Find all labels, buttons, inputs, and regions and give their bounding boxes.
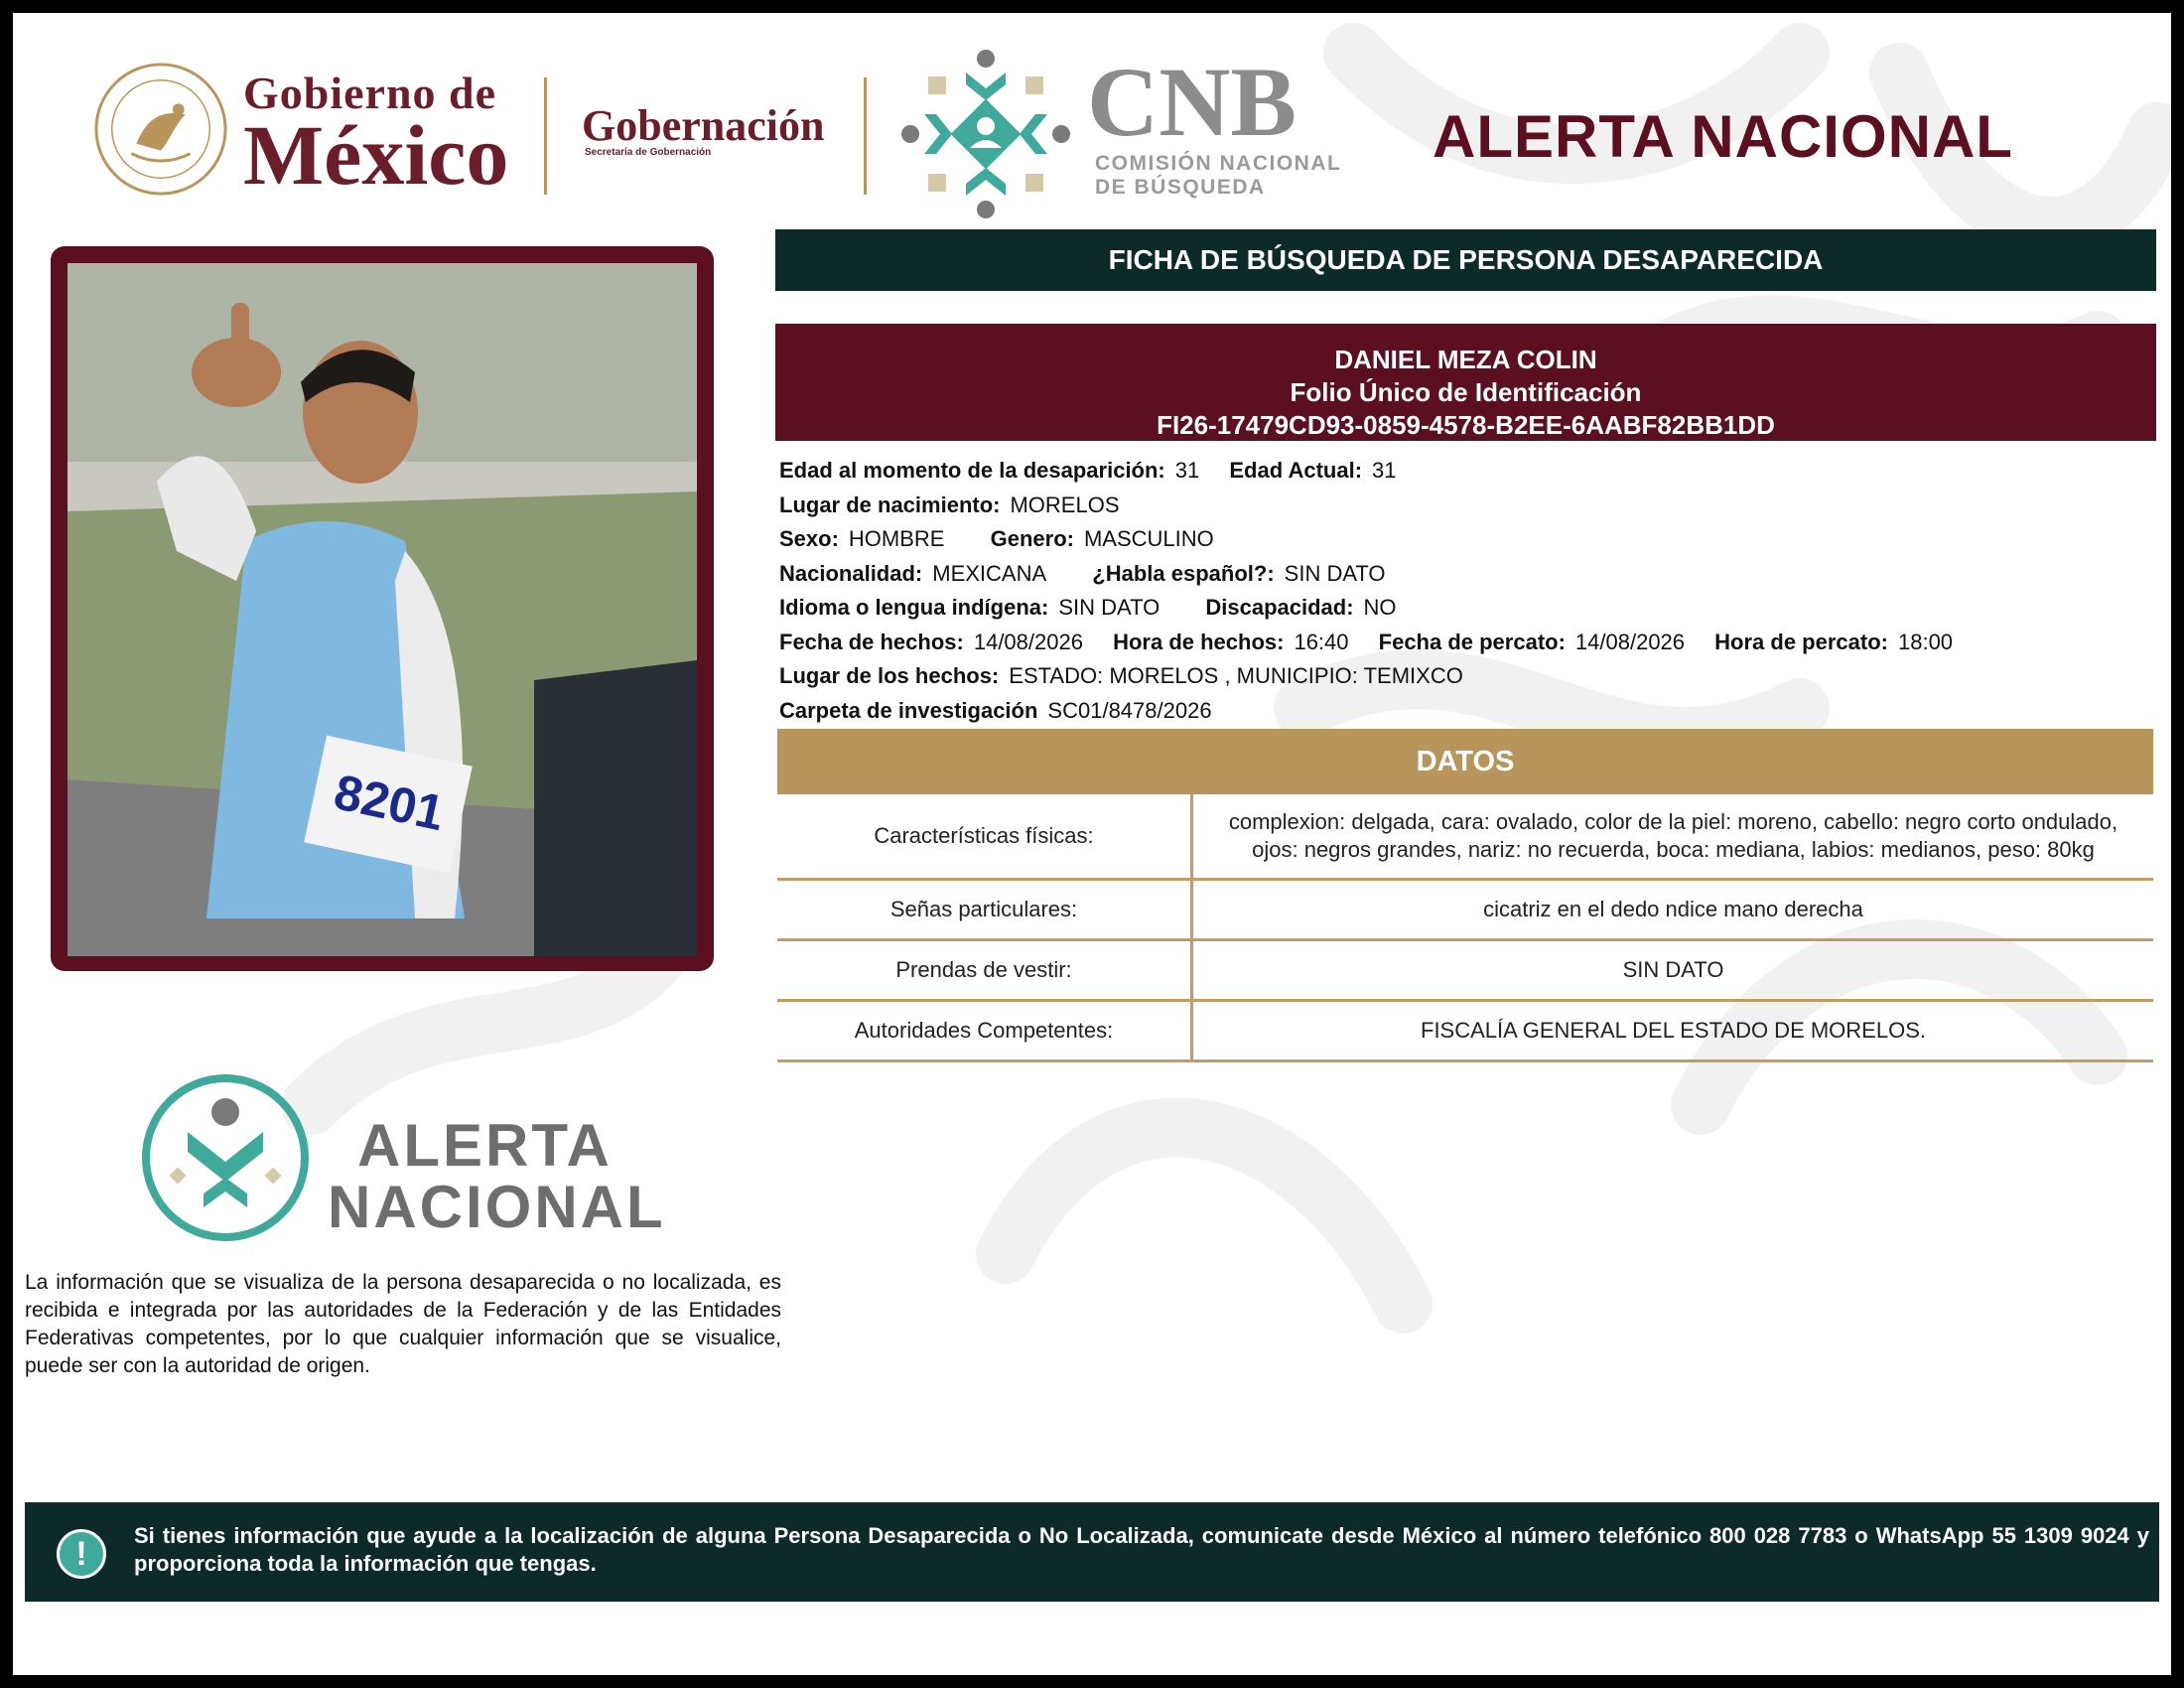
detail-value: 14/08/2026 (1574, 629, 1686, 654)
row-value: SIN DATO (1192, 940, 2154, 1001)
person-photo (68, 263, 697, 956)
detail-value: 18:00 (1897, 629, 1954, 654)
detail-row (779, 557, 2149, 592)
detail-label: Fecha de hechos: (779, 629, 964, 654)
detail-value: 16:40 (1294, 629, 1349, 654)
detail-value: 31 (1174, 458, 1200, 483)
detail-value: NO (1363, 595, 1397, 620)
detail-row (779, 694, 2149, 729)
detail-value: SIN DATO (1058, 595, 1160, 620)
row-label: Señas particulares: (777, 880, 1192, 940)
contact-footer-text: Si tienes información que ayude a la localización de alguna Persona Desaparecida o No Localizada, comunicate desde México al número telefónico 800 028 7783 o WhatsApp 55 1309 9024 y proporciona toda la información que tengas. (134, 1523, 2149, 1576)
bib-number: 8201 (329, 764, 450, 842)
detail-value: ESTADO: MORELOS , MUNICIPIO: TEMIXCO (1009, 663, 1463, 688)
detail-label: Lugar de nacimiento: (779, 492, 1001, 517)
detail-value: 14/08/2026 (973, 629, 1083, 654)
detail-label: Fecha de percato: (1378, 629, 1566, 654)
wordmark-line2: NACIONAL (328, 1174, 666, 1240)
alert-page (13, 13, 2171, 1675)
detail-value: 31 (1372, 458, 1397, 483)
ficha-title-bar: FICHA DE BÚSQUEDA DE PERSONA DESAPARECIDA (775, 229, 2156, 291)
folio-label: Folio Único de Identificación (1290, 377, 1642, 407)
page-title: ALERTA NACIONAL (1433, 103, 2013, 170)
detail-label: Genero: (990, 526, 1074, 551)
detail-value: SIN DATO (1284, 560, 1386, 586)
detail-value: MASCULINO (1083, 526, 1214, 551)
cnb-subtitle-line1: COMISIÓN NACIONAL (1095, 152, 1342, 175)
alerta-nacional-wordmark (328, 1112, 666, 1240)
row-value-line: ojos: negros grandes, nariz: no recuerda, boca: mediana, labios: medianos, peso: 80kg (1252, 837, 2095, 862)
detail-label: Hora de percato: (1714, 629, 1888, 654)
cnb-title: CNB (1087, 47, 1297, 157)
detail-label: Hora de hechos: (1113, 629, 1285, 654)
gobernacion-subtitle: Secretaría de Gobernación (585, 147, 712, 158)
detail-value: HOMBRE (848, 526, 945, 551)
table-row (777, 880, 2153, 940)
row-label: Características físicas: (777, 794, 1192, 880)
divider (864, 77, 867, 195)
detail-value: MEXICANA (932, 560, 1047, 586)
detail-row (779, 522, 2149, 557)
detail-row (779, 591, 2149, 626)
datos-table (777, 794, 2153, 1062)
detail-value: MORELOS (1010, 492, 1120, 517)
national-seal-icon (92, 61, 229, 198)
detail-row (779, 626, 2149, 660)
detail-label: ¿Habla español?: (1092, 560, 1275, 586)
row-value (1192, 794, 2154, 880)
person-name-bar (775, 324, 2156, 441)
detail-label: Sexo: (779, 526, 839, 551)
table-row (777, 794, 2153, 880)
cnb-subtitle (1095, 152, 1341, 200)
row-label: Autoridades Competentes: (777, 1001, 1192, 1061)
row-value: FISCALÍA GENERAL DEL ESTADO DE MORELOS. (1192, 1001, 2154, 1061)
detail-label: Idioma o lengua indígena: (779, 595, 1049, 620)
datos-header: DATOS (777, 729, 2153, 794)
detail-label: Discapacidad: (1205, 595, 1354, 620)
alert-icon: ! (57, 1529, 106, 1579)
row-value-line: complexion: delgada, cara: ovalado, color de la piel: moreno, cabello: negro corto ondulado, (1228, 809, 2118, 834)
detail-label: Carpeta de investigación (779, 697, 1038, 723)
person-name: DANIEL MEZA COLIN (1334, 345, 1597, 374)
divider (544, 77, 547, 195)
detail-label: Edad al momento de la desaparición: (779, 458, 1165, 483)
alerta-nacional-logo-icon (138, 1070, 313, 1245)
gobierno-line1: Gobierno de (243, 68, 497, 118)
table-row (777, 1001, 2153, 1061)
row-label: Prendas de vestir: (777, 940, 1192, 1001)
cnb-subtitle-line2: DE BÚSQUEDA (1095, 176, 1266, 199)
detail-label: Lugar de los hechos: (779, 663, 1000, 688)
row-value: cicatriz en el dedo ndice mano derecha (1192, 880, 2154, 940)
gobierno-mexico-wordmark (243, 68, 509, 203)
detail-row (779, 454, 2149, 489)
cnb-logo-icon (896, 45, 1075, 223)
detail-row (779, 659, 2149, 694)
detail-value: SC01/8478/2026 (1047, 697, 1212, 723)
gobierno-line2: México (243, 107, 509, 203)
detail-label: Edad Actual: (1229, 458, 1363, 483)
gobernacion-wordmark: Gobernación (582, 101, 825, 150)
detail-row (779, 489, 2149, 523)
person-details (779, 454, 2149, 728)
disclaimer-text: La información que se visualiza de la persona desaparecida o no localizada, es recibida e integrada por las autoridades de la Federación y de las Entidades Federativas competentes, por lo que cualquier información que se visualice, puede ser con la autoridad de origen. (25, 1271, 781, 1377)
wordmark-line1: ALERTA (357, 1112, 613, 1179)
table-row (777, 940, 2153, 1001)
folio-id: FI26-17479CD93-0859-4578-B2EE-6AABF82BB1DD (1157, 410, 1775, 440)
detail-label: Nacionalidad: (779, 560, 923, 586)
